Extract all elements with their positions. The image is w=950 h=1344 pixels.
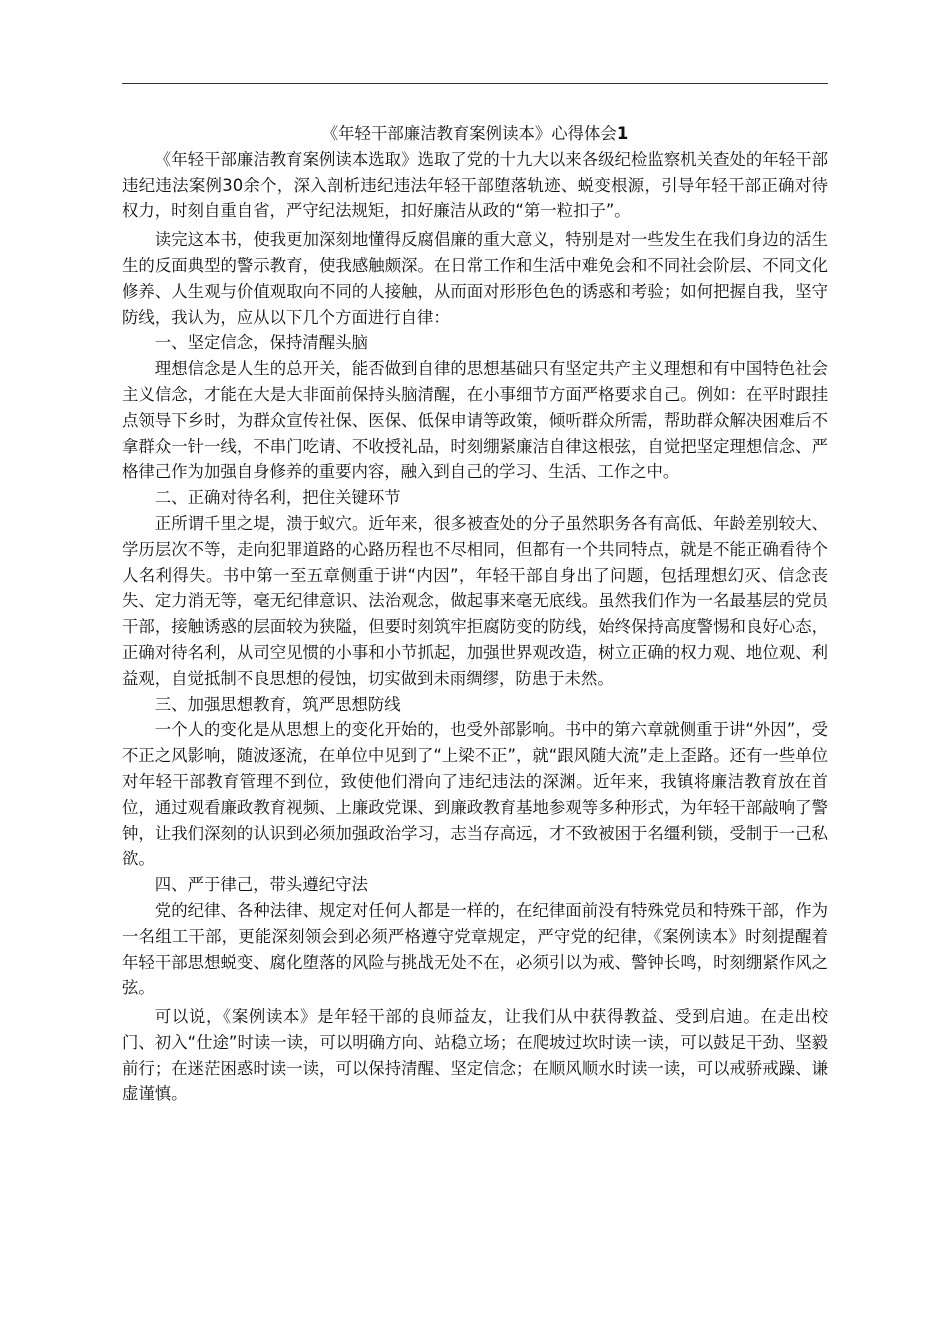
paragraph-section-2: 正所谓千里之堤，溃于蚁穴。近年来，很多被查处的分子虽然职务各有高低、年龄差别较大、学历层次不等，走向犯罪道路的心路历程也不尽相同，但都有一个共同特点，就是不能正确看待个人名利得失。书中第一至五章侧重于讲“内因”，年轻干部自身出了问题，包括理想幻灭、信念丧失、定力消无等，毫无纪律意识、法治观念，做起事来毫无底线。虽然我们作为一名最基层的党员干部，接触诱惑的层面较为狭隘，但要时刻筑牢拒腐防变的防线，始终保持高度警惕和良好心态，正确对待名利，从司空见惯的小事和小节抓起，加强世界观改造，树立正确的权力观、地位观、利益观，自觉抵制不良思想的侵蚀，切实做到未雨绸缪，防患于未然。	[122, 513, 828, 688]
header-divider	[122, 83, 828, 84]
document-title	[122, 121, 828, 147]
section-heading-4: 四、严于律己，带头遵纪守法	[154, 875, 368, 895]
paragraph-conclusion: 可以说，《案例读本》是年轻干部的良师益友，让我们从中获得教益、受到启迪。在走出校门、初入“仕途”时读一读，可以明确方向、站稳立场；在爬坡过坎时读一读，可以鼓足干劲、坚毅前行；在迷茫困惑时读一读，可以保持清醒、坚定信念；在顺风顺水时读一读，可以戒骄戒躁、谦虚谨慎。	[122, 1007, 828, 1104]
paragraph-section-1: 理想信念是人生的总开关，能否做到自律的思想基础只有坚定共产主义理想和有中国特色社会主义信念，才能在大是大非面前保持头脑清醒，在小事细节方面严格要求自己。例如：在平时跟挂点领导下乡时，为群众宣传社保、医保、低保申请等政策，倾听群众所需，帮助群众解决困难后不拿群众一针一线，不串门吃请、不收授礼品，时刻绷紧廉洁自律这根弦，自觉把坚定理想信念、严格律己作为加强自身修养的重要内容，融入到自己的学习、生活、工作之中。	[122, 359, 828, 482]
paragraph-reflection: 读完这本书，使我更加深刻地懂得反腐倡廉的重大意义，特别是对一些发生在我们身边的活生生的反面典型的警示教育，使我感触颇深。在日常工作和生活中难免会和不同社会阶层、不同文化修养、人生观与价值观取向不同的人接触，从而面对形形色色的诱惑和考验；如何把握自我，坚守防线，我认为，应从以下几个方面进行自律：	[122, 230, 828, 327]
section-heading-2: 二、正确对待名利，把住关键环节	[154, 488, 401, 508]
paragraph-section-3: 一个人的变化是从思想上的变化开始的，也受外部影响。书中的第六章就侧重于讲“外因”，受不正之风影响，随波逐流，在单位中见到了“上梁不正”，就“跟风随大流”走上歪路。还有一些单位对年轻干部教育管理不到位，致使他们滑向了违纪违法的深渊。近年来，我镇将廉洁教育放在首位，通过观看廉政教育视频、上廉政党课、到廉政教育基地参观等多种形式，为年轻干部敲响了警钟，让我们深刻的认识到必须加强政治学习，志当存高远，才不致被困于名缰利锁，受制于一己私欲。	[122, 720, 828, 869]
paragraph-intro: 《年轻干部廉洁教育案例读本选取》选取了党的十九大以来各级纪检监察机关查处的年轻干部违纪违法案例30余个，深入剖析违纪违法年轻干部堕落轨迹、蜕变根源，引导年轻干部正确对待权力，时刻自重自省，严守纪法规矩，扣好廉洁从政的“第一粒扣子”。	[122, 149, 828, 221]
paragraph-section-4: 党的纪律、各种法律、规定对任何人都是一样的，在纪律面前没有特殊党员和特殊干部，作为一名组工干部，更能深刻领会到必须严格遵守党章规定，严守党的纪律，《案例读本》时刻提醒着年轻干部思想蜕变、腐化堕落的风险与挑战无处不在，必须引以为戒、警钟长鸣，时刻绷紧作风之弦。	[122, 900, 828, 998]
section-heading-3: 三、加强思想教育，筑严思想防线	[154, 694, 401, 714]
document-title-text: 《年轻干部廉洁教育案例读本》心得体会	[321, 124, 617, 143]
section-heading-1: 一、坚定信念，保持清醒头脑	[154, 333, 368, 353]
document-title-number: 1	[616, 124, 629, 143]
document-body	[122, 121, 828, 1107]
